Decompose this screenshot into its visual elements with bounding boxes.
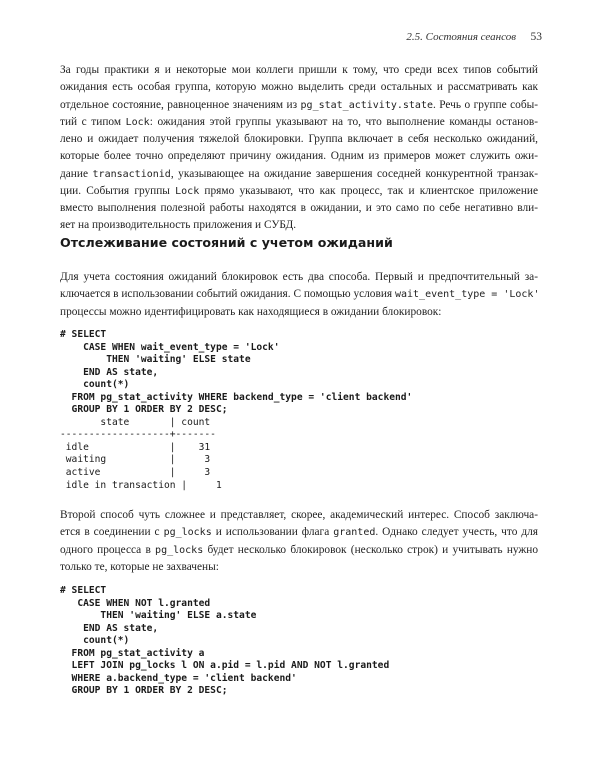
code-line: waiting | 3	[60, 454, 211, 466]
text-line	[60, 524, 538, 541]
text-run: ключается в использовании событий ожидания. С помощью условия	[60, 288, 395, 301]
code-line: FROM pg_stat_activity WHERE backend_type = 'client backend'	[60, 391, 413, 403]
text-line	[60, 269, 538, 286]
code-line: -------------------+-------	[60, 429, 216, 441]
text-run: лено и ожидает получения тяжелой блокировки. Группа включает в себя несколько ожиданий,	[60, 133, 538, 145]
code-line: CASE WHEN wait_event_type = 'Lock'	[60, 341, 280, 353]
inline-code: granted	[333, 527, 376, 539]
text-run: : ожидания этой группы указывают на то, что выполнение команды останов-	[149, 115, 538, 128]
code-line: END AS state,	[60, 622, 159, 634]
code-line: THEN 'waiting' ELSE state	[60, 354, 251, 366]
text-run: тий с типом	[60, 115, 126, 128]
text-run: ется в соединении с	[60, 526, 164, 539]
text-run: Второй способ чуть сложнее и представляет, скорее, академический интерес. Способ заключа-	[60, 509, 538, 521]
text-run: дание	[60, 167, 93, 180]
code-block-wait-event-query	[60, 329, 540, 492]
text-run: ожидания есть особая группа, которую можно выделить среди остальных и рассматривать как	[60, 81, 538, 94]
text-run: . Речь о группе собы-	[432, 98, 538, 111]
text-run: Для учета состояния ожиданий блокировок есть два способа. Первый и предпочтительный за-	[60, 271, 538, 283]
code-line: FROM pg_stat_activity a	[60, 647, 205, 659]
text-line	[60, 114, 538, 131]
inline-code: Lock	[175, 185, 200, 197]
text-run: прямо указывают, что как процесс, так и клиентское приложение	[199, 184, 538, 197]
text-line	[60, 183, 538, 200]
text-run: и использовании флага	[211, 526, 334, 539]
text-line	[60, 62, 538, 79]
text-line	[60, 131, 538, 148]
text-run: только те, которые не захвачены:	[60, 560, 219, 573]
code-line: idle in transaction | 1	[60, 479, 222, 491]
section-heading: Отслеживание состояний с учетом ожиданий	[60, 235, 393, 250]
inline-code: pg_stat_activity.state	[300, 99, 433, 111]
code-line: # SELECT	[60, 329, 107, 340]
inline-code: transactionid	[92, 168, 171, 180]
page-number: 53	[530, 31, 542, 43]
paragraph-pg-locks-method	[60, 507, 538, 576]
paragraph-lock-methods	[60, 269, 538, 321]
inline-code: pg_locks	[155, 544, 204, 556]
section-title: 2.5. Состояния сеансов	[406, 31, 516, 43]
paragraph-wait-events-intro	[60, 62, 538, 235]
text-line	[60, 97, 538, 114]
text-run: . Однако следует учесть, что для	[375, 526, 538, 539]
inline-code: pg_locks	[163, 527, 212, 539]
text-line	[60, 286, 538, 303]
text-line	[60, 217, 538, 234]
code-line: LEFT JOIN pg_locks l ON a.pid = l.pid AND NOT l.granted	[60, 660, 390, 672]
text-run: отдельное состояние, равноценное значениям из	[60, 98, 301, 111]
code-line: WHERE a.backend_type = 'client backend'	[60, 672, 297, 684]
code-line: THEN 'waiting' ELSE a.state	[60, 610, 257, 622]
code-line: idle | 31	[60, 441, 211, 453]
text-run: За годы практики я и некоторые мои коллеги пришли к тому, что среди всех типов событий	[60, 64, 538, 76]
text-run: яет на производительность приложения и СУБД.	[60, 219, 297, 232]
text-line	[60, 200, 538, 217]
text-line	[60, 542, 538, 559]
text-line	[60, 148, 538, 165]
code-line: state | count	[60, 416, 211, 428]
text-run: ции. События группы	[60, 184, 176, 197]
code-line: count(*)	[60, 379, 130, 391]
code-line: active | 3	[60, 467, 211, 479]
code-line: GROUP BY 1 ORDER BY 2 DESC;	[60, 404, 228, 416]
text-line	[60, 166, 538, 183]
text-line	[60, 79, 538, 96]
code-line: GROUP BY 1 ORDER BY 2 DESC;	[60, 685, 228, 697]
text-run: процессы можно идентифицировать как находящиеся в ожидании блокировок:	[60, 305, 442, 318]
inline-code: wait_event_type = 'Lock'	[394, 289, 540, 301]
text-run: будет несколько блокировок (несколько строк) и учитывать нужно	[203, 543, 538, 556]
inline-code: Lock	[125, 116, 150, 128]
code-line: # SELECT	[60, 585, 107, 596]
code-line: END AS state,	[60, 366, 159, 378]
code-line: CASE WHEN NOT l.granted	[60, 597, 211, 609]
text-line	[60, 559, 538, 576]
text-run: одного процесса в	[60, 543, 156, 556]
running-header	[60, 29, 542, 47]
text-run: , указывающее на ожидание завершения соседней конкурентной транзак-	[170, 167, 538, 180]
text-run: которые более точно определяют причину ожидания. Одним из примеров может служить ожи-	[60, 150, 538, 163]
text-run: вместо выполнения полезной работы находятся в ожидании, и это само по себе негативно вли-	[60, 202, 538, 214]
text-line	[60, 507, 538, 524]
code-line: count(*)	[60, 635, 130, 647]
text-line	[60, 304, 538, 321]
code-block-pg-locks-query	[60, 585, 540, 698]
